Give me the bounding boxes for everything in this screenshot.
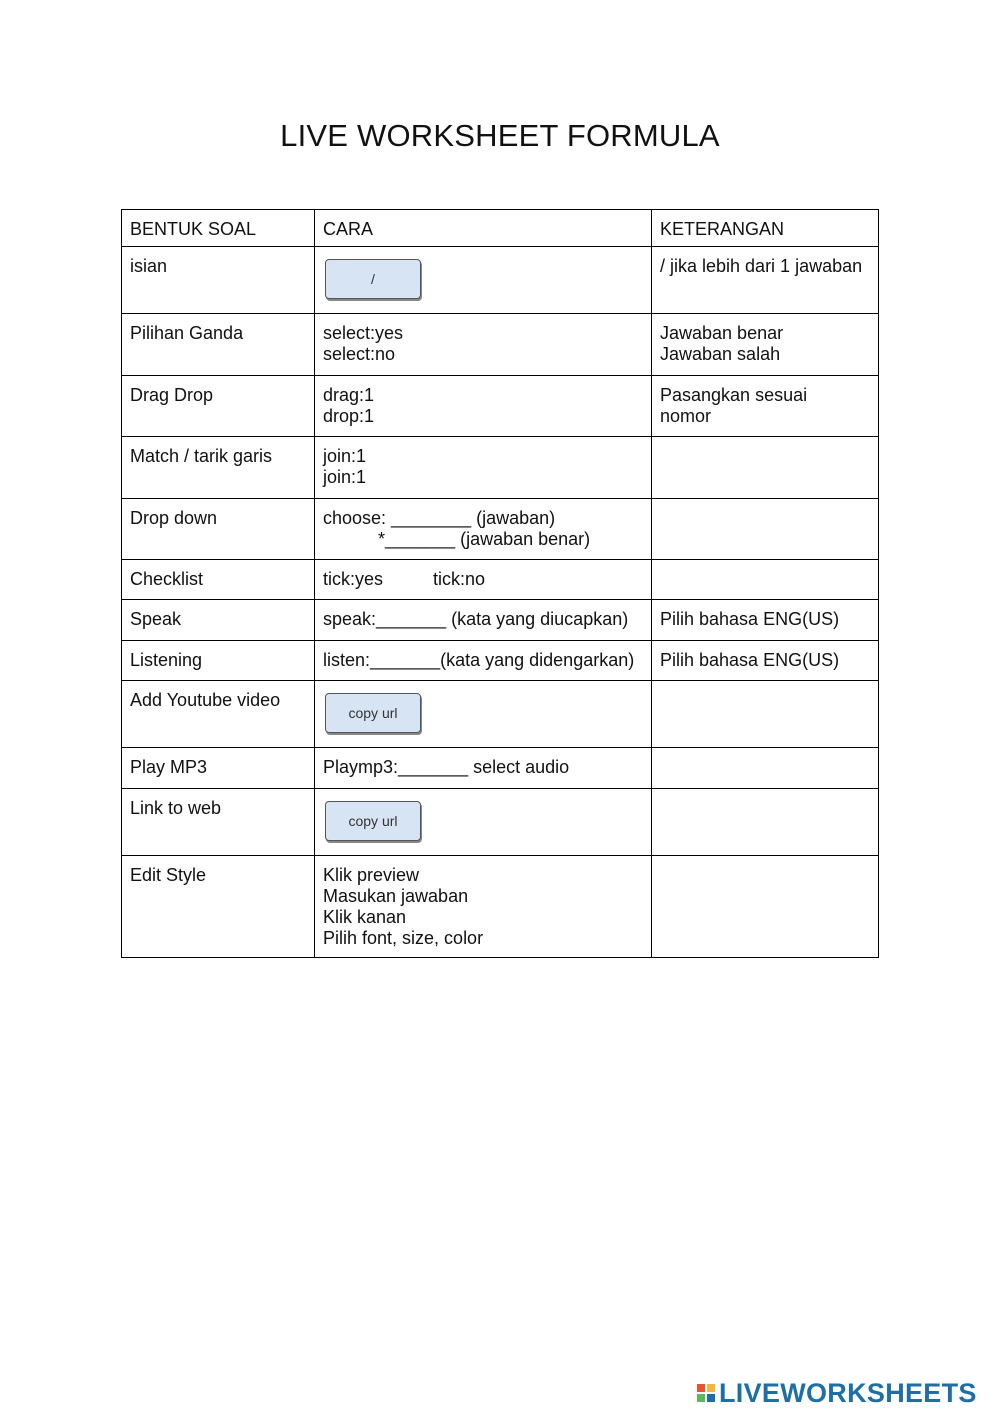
- cell-cara: [315, 856, 652, 958]
- cell-cara: [315, 748, 652, 789]
- table-row: [122, 789, 879, 856]
- cell-bentuk-soal: Speak: [122, 600, 315, 641]
- cara-text: drag:1 drop:1: [323, 385, 375, 426]
- cell-keterangan: [652, 856, 879, 958]
- copy-url-button-image: copy url: [325, 693, 421, 733]
- cell-bentuk-soal: Add Youtube video: [122, 681, 315, 748]
- table-row: [122, 437, 879, 499]
- cara-text: choose: ________ (jawaban) *_______ (jawaban benar): [323, 508, 591, 549]
- cell-cara: [315, 681, 652, 748]
- cell-keterangan: [652, 681, 879, 748]
- cell-bentuk-soal: Listening: [122, 641, 315, 681]
- cell-keterangan: Pilih bahasa ENG(US): [652, 641, 879, 681]
- formula-table: [121, 209, 879, 958]
- cell-cara: [315, 560, 652, 600]
- cell-keterangan: / jika lebih dari 1 jawaban: [652, 247, 879, 314]
- cell-keterangan: Jawaban benar Jawaban salah: [652, 314, 879, 376]
- liveworksheets-logo: [697, 1378, 977, 1408]
- cell-cara: [315, 789, 652, 856]
- table-row: [122, 748, 879, 789]
- cell-bentuk-soal: Checklist: [122, 560, 315, 600]
- table-row: [122, 560, 879, 600]
- table-row: [122, 247, 879, 314]
- cell-bentuk-soal: Pilihan Ganda: [122, 314, 315, 376]
- table-row: [122, 681, 879, 748]
- cell-bentuk-soal: Drop down: [122, 499, 315, 560]
- cell-bentuk-soal: Edit Style: [122, 856, 315, 958]
- cara-text: listen:_______(kata yang didengarkan): [323, 650, 635, 670]
- header-keterangan: KETERANGAN: [652, 210, 879, 247]
- table-row: [122, 600, 879, 641]
- logo-mark-icon: [697, 1384, 715, 1402]
- cell-cara: [315, 437, 652, 499]
- cara-text: Playmp3:_______ select audio: [323, 757, 570, 777]
- cell-bentuk-soal: Link to web: [122, 789, 315, 856]
- table-row: [122, 641, 879, 681]
- logo-text: LIVEWORKSHEETS: [719, 1377, 977, 1408]
- table-row: [122, 314, 879, 376]
- table-row: [122, 376, 879, 437]
- cell-keterangan: [652, 499, 879, 560]
- cell-cara: [315, 499, 652, 560]
- cell-cara: [315, 600, 652, 641]
- cara-text: speak:_______ (kata yang diucapkan): [323, 609, 629, 629]
- table-header-row: [122, 210, 879, 247]
- page-title: LIVE WORKSHEET FORMULA: [280, 118, 720, 153]
- cell-keterangan: [652, 748, 879, 789]
- cara-text: join:1 join:1: [323, 446, 367, 487]
- cell-keterangan: [652, 560, 879, 600]
- header-cara: CARA: [315, 210, 652, 247]
- cell-keterangan: Pasangkan sesuai nomor: [652, 376, 879, 437]
- cell-cara: [315, 247, 652, 314]
- cell-cara: [315, 641, 652, 681]
- slash-button-image: /: [325, 259, 421, 299]
- cara-text: select:yes select:no: [323, 323, 404, 364]
- cell-cara: [315, 314, 652, 376]
- cell-keterangan: Pilih bahasa ENG(US): [652, 600, 879, 641]
- header-bentuk-soal: BENTUK SOAL: [122, 210, 315, 247]
- cell-bentuk-soal: Play MP3: [122, 748, 315, 789]
- table-row: [122, 499, 879, 560]
- cell-keterangan: [652, 437, 879, 499]
- table-row: [122, 856, 879, 958]
- cell-bentuk-soal: isian: [122, 247, 315, 314]
- copy-url-button-image: copy url: [325, 801, 421, 841]
- cara-text: Klik preview Masukan jawaban Klik kanan Pilih font, size, color: [323, 865, 484, 948]
- cell-cara: [315, 376, 652, 437]
- cell-bentuk-soal: Drag Drop: [122, 376, 315, 437]
- cell-keterangan: [652, 789, 879, 856]
- cara-text: tick:yes tick:no: [323, 569, 486, 589]
- cell-bentuk-soal: Match / tarik garis: [122, 437, 315, 499]
